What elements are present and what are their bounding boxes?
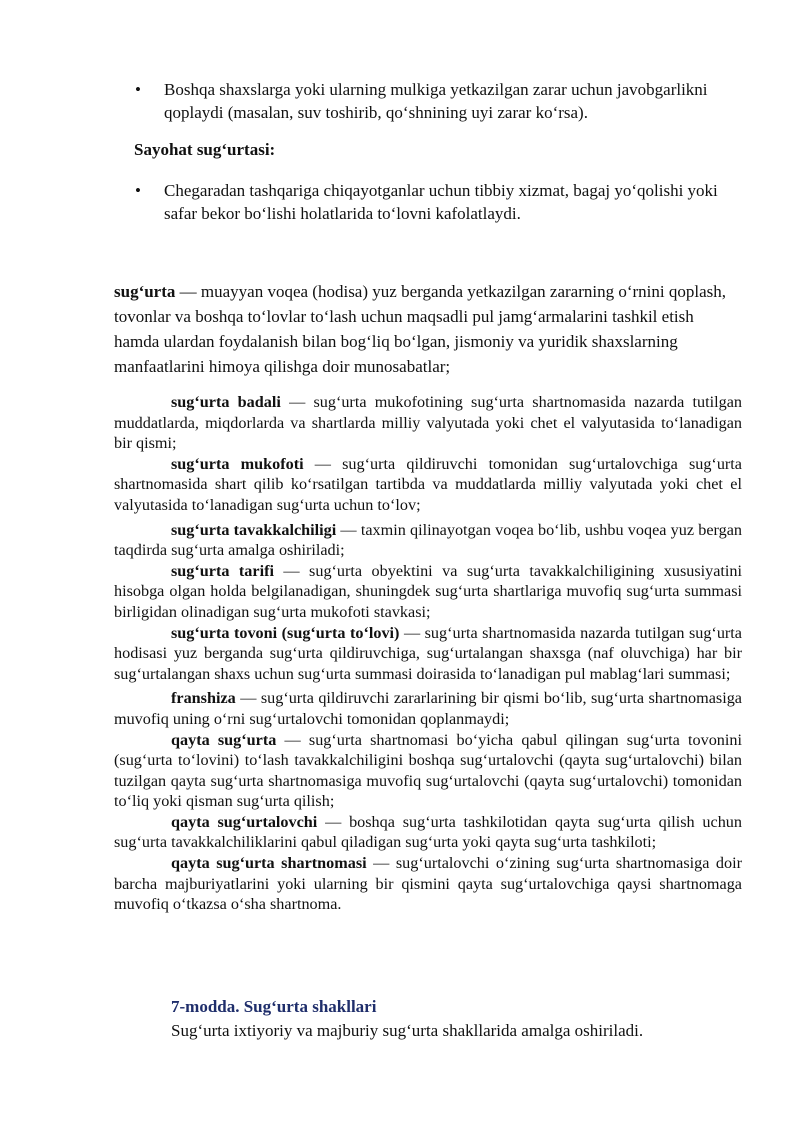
definition-text: — boshqa sug‘urta tashkilotidan qayta sug‘urta qilish uchun sug‘urta tavakkalchiliklarini qabul qiladigan sug‘urta yoki qayta sug‘urta tashkiloti; xyxy=(114,812,742,852)
bullet-text: Boshqa shaxslarga yoki ularning mulkiga yetkazilgan zarar uchun javobgarlikni qoplaydi (masalan, suv toshirib, qo‘shnining uyi zarar ko‘rsa). xyxy=(164,80,708,122)
definition-term: qayta sug‘urtalovchi xyxy=(171,812,318,831)
definition-text: — sug‘urta qildiruvchi tomonidan sug‘urtalovchiga sug‘urta shartnomasida shart qilib ko‘rsatilgan tartibda va muddatlarda milliy valyutada yoki chet el valyutasida to‘lanadigan sug‘urta uchun to‘lov; xyxy=(114,454,742,514)
bullet-icon: • xyxy=(135,80,141,99)
definition-item xyxy=(114,688,742,729)
definition-text: — sug‘urta mukofotining sug‘urta shartnomasida nazarda tutilgan muddatlarda, miqdorlarda va shartlarda milliy valyutada yoki chet el valyutasida to‘lanadigan bir qismi; xyxy=(114,393,742,453)
definition-item xyxy=(114,812,742,853)
definitions-list xyxy=(114,392,742,915)
bullet-item xyxy=(135,78,750,124)
definition-text: — sug‘urtalovchi o‘zining sug‘urta shartnomasiga doir barcha majburiyatlarini yoki ularning bir qismini qayta sug‘urtalovchiga qaysi shartnomaga muvofiq o‘tkazsa o‘sha shartnoma. xyxy=(114,854,743,914)
definition-term: sug‘urta xyxy=(114,282,176,301)
definition-item xyxy=(114,623,742,685)
definition-term: sug‘urta tovoni (sug‘urta to‘lovi) xyxy=(171,623,400,642)
bullet-text: Chegaradan tashqariga chiqayotganlar uchun tibbiy xizmat, bagaj yo‘qolishi yoki safar bekor bo‘lishi holatlarida to‘lovni kafolatlaydi. xyxy=(164,181,718,223)
definition-term: qayta sug‘urta xyxy=(171,730,277,749)
definition-item xyxy=(114,520,742,561)
definition-text: — sug‘urta shartnomasi bo‘yicha qabul qilingan sug‘urta tovonini (sug‘urta to‘lovini) to‘lash tavakkalchiligini boshqa sug‘urtalovchi (qayta sug‘urtalovchi) bilan tuzilgan qayta sug‘urta shartnomasiga muvofiq sug‘urtalovchi (qayta sug‘urtalovchi) tomonidan to‘liq yoki qisman sug‘urta qilish; xyxy=(114,730,742,811)
definition-item xyxy=(114,730,742,812)
definition-item xyxy=(114,853,742,915)
definition-term: qayta sug‘urta shartnomasi xyxy=(171,854,367,873)
definition-text: — sug‘urta shartnomasida nazarda tutilgan sug‘urta hodisasi yuz berganda sug‘urta qildiruvchiga, sug‘urtalangan shaxsga (naf oluvchiga) har bir sug‘urtalangan shaxs uchun sug‘urta summasi doirasida to‘lanadigan pul mablag‘lari summasi; xyxy=(114,623,742,683)
definition-text: — sug‘urta obyektini va sug‘urta tavakkalchiligining xususiyatini hisobga olgan holda belgilanadigan, shuningdek sug‘urta shartlariga muvofiq sug‘urta summasi birligidan olinadigan sug‘urta mukofoti stavkasi; xyxy=(114,561,742,621)
definition-text: — muayyan voqea (hodisa) yuz berganda yetkazilgan zararning o‘rnini qoplash, tovonlar va boshqa to‘lovlar to‘lash uchun maqsadli pul jamg‘armalarini tashkil etish hamda ulardan foydalanish bilan bog‘liq bo‘lgan, jismoniy va yuridik shaxslarning manfaatlarini himoya qilishga doir munosabatlar; xyxy=(114,282,726,376)
bullet-icon: • xyxy=(135,181,141,200)
definition-text: — sug‘urta qildiruvchi zararlarining bir qismi bo‘lib, sug‘urta shartnomasiga muvofiq uning o‘rni sug‘urtalovchi tomonidan qoplanmaydi; xyxy=(114,689,742,728)
definition-item xyxy=(114,561,742,623)
definition-term: sug‘urta mukofoti xyxy=(171,454,304,473)
intro-definition xyxy=(114,279,734,379)
definition-term: sug‘urta badali xyxy=(171,393,281,411)
article-text: Sug‘urta ixtiyoriy va majburiy sug‘urta shakllarida amalga oshiriladi. xyxy=(171,1021,644,1040)
definition-item xyxy=(114,454,742,516)
definition-term: sug‘urta tavakkalchiligi xyxy=(171,520,337,539)
section-heading: Sayohat sug‘urtasi: xyxy=(134,140,276,159)
article-heading: 7-modda. Sug‘urta shakllari xyxy=(171,997,377,1016)
definition-item xyxy=(114,392,742,454)
definition-term: sug‘urta tarifi xyxy=(171,561,274,580)
definition-text: — taxmin qilinayotgan voqea bo‘lib, ushbu voqea yuz bergan taqdirda sug‘urta amalga oshiriladi; xyxy=(114,520,742,560)
bullet-item xyxy=(135,179,750,225)
definition-term: franshiza xyxy=(171,689,236,708)
